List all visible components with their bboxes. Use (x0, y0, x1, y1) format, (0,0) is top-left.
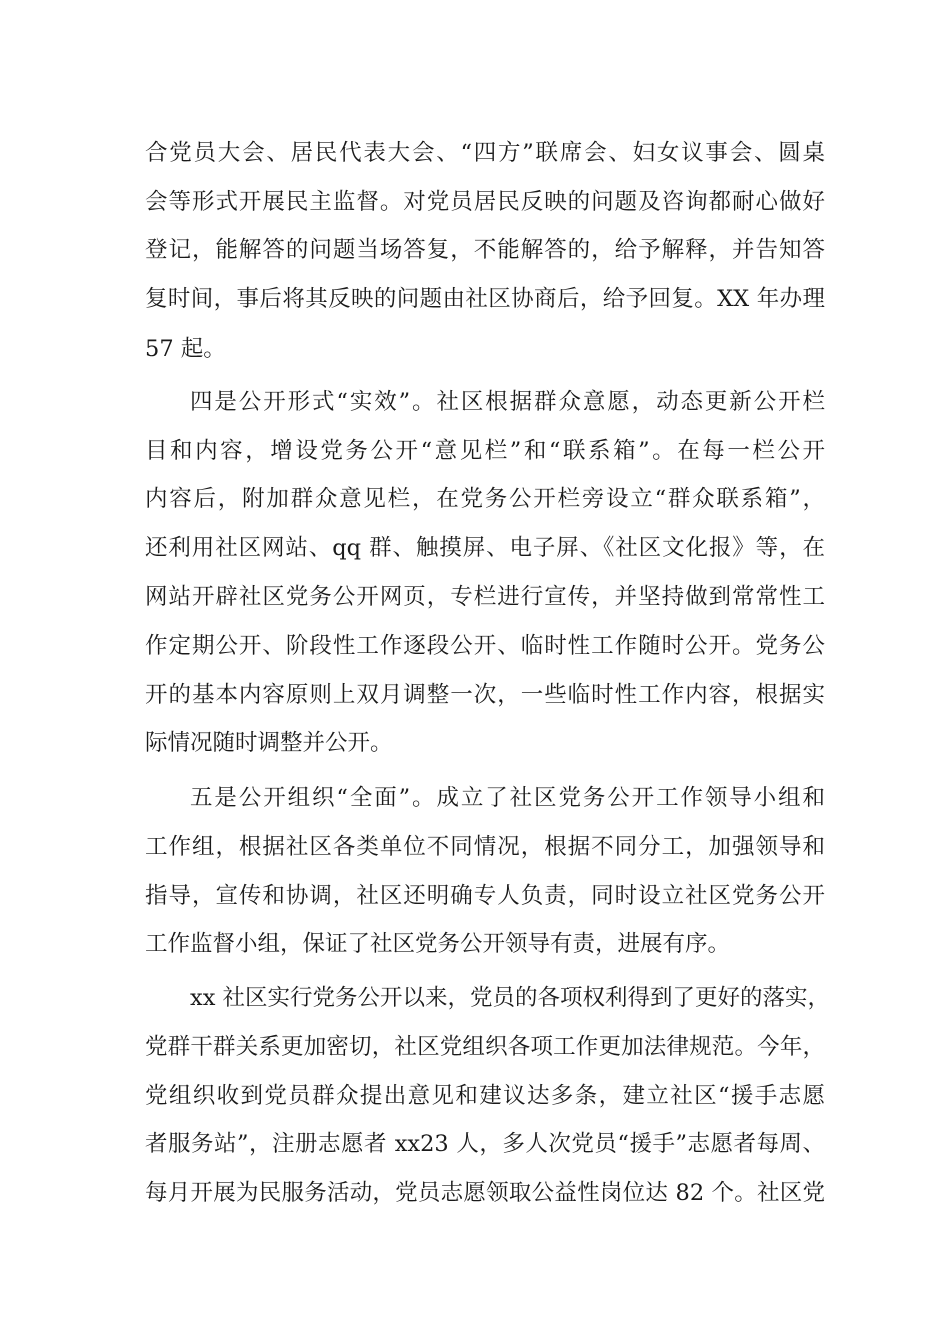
paragraph-4-line-4: 者服务站”，注册志愿者 xx23 人，多人次党员“援手”志愿者每周、 (145, 1131, 825, 1157)
paragraph-2-line-6: 作定期公开、阶段性工作逐段公开、临时性工作随时公开。党务公 (145, 633, 825, 659)
paragraph-2-line-7: 开的基本内容原则上双月调整一次，一些临时性工作内容，根据实 (145, 682, 825, 708)
paragraph-3-line-1: 五是公开组织“全面”。成立了社区党务公开工作领导小组和 (190, 785, 825, 811)
paragraph-3-line-4: 工作监督小组，保证了社区党务公开领导有责，进展有序。 (145, 931, 731, 957)
paragraph-3-line-2: 工作组，根据社区各类单位不同情况，根据不同分工，加强领导和 (145, 834, 825, 860)
paragraph-4-line-2: 党群干群关系更加密切，社区党组织各项工作更加法律规范。今年， (145, 1034, 825, 1060)
paragraph-2-line-8: 际情况随时调整并公开。 (145, 730, 393, 756)
paragraph-1-line-4: 复时间，事后将其反映的问题由社区协商后，给予回复。XX 年办理 (145, 286, 825, 312)
paragraph-2-line-5: 网站开辟社区党务公开网页，专栏进行宣传，并坚持做到常常性工 (145, 584, 825, 610)
paragraph-3-line-3: 指导，宣传和协调，社区还明确专人负责，同时设立社区党务公开 (145, 883, 825, 909)
paragraph-1-line-3: 登记，能解答的问题当场答复，不能解答的，给予解释，并告知答 (145, 237, 825, 263)
paragraph-1-line-1: 合党员大会、居民代表大会、“四方”联席会、妇女议事会、圆桌 (145, 140, 825, 166)
paragraph-2-line-1: 四是公开形式“实效”。社区根据群众意愿，动态更新公开栏 (190, 389, 825, 415)
paragraph-2-line-4: 还利用社区网站、qq 群、触摸屏、电子屏、《社区文化报》等，在 (145, 535, 825, 561)
paragraph-4-line-1: xx 社区实行党务公开以来，党员的各项权利得到了更好的落实， (190, 985, 831, 1011)
paragraph-2-line-3: 内容后，附加群众意见栏，在党务公开栏旁设立“群众联系箱”， (145, 486, 825, 512)
paragraph-1-line-2: 会等形式开展民主监督。对党员居民反映的问题及咨询都耐心做好 (145, 189, 825, 215)
paragraph-4-line-5: 每月开展为民服务活动，党员志愿领取公益性岗位达 82 个。社区党 (145, 1180, 825, 1206)
paragraph-1-line-5: 57 起。 (145, 336, 226, 362)
paragraph-4-line-3: 党组织收到党员群众提出意见和建议达多条，建立社区“援手志愿 (145, 1083, 825, 1109)
paragraph-2-line-2: 目和内容，增设党务公开“意见栏”和“联系箱”。在每一栏公开 (145, 438, 825, 464)
